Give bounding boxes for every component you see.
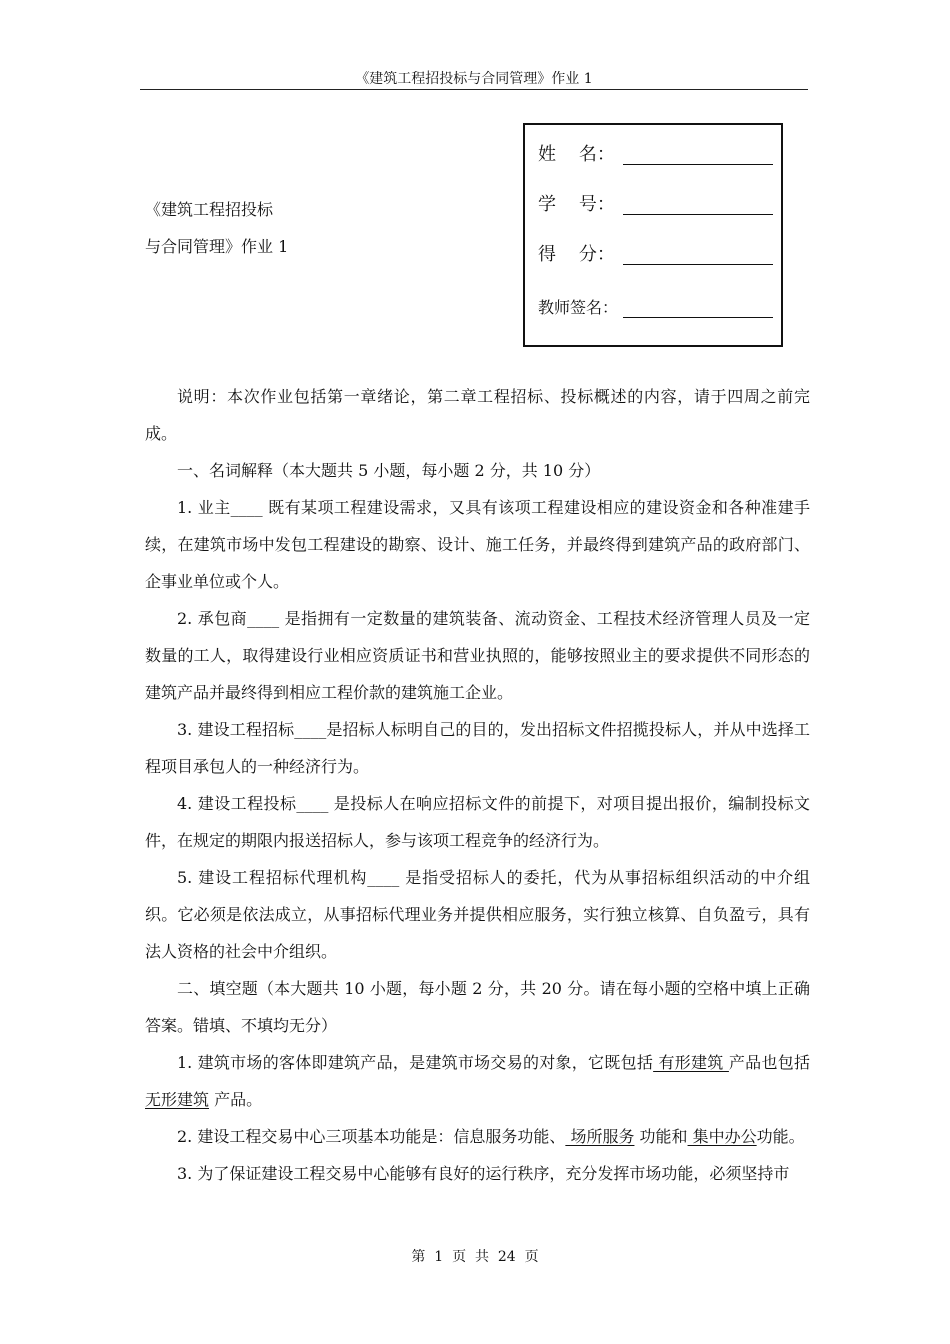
student-id-blank-line[interactable]: [623, 214, 773, 215]
page-header: 《建筑工程招投标与合同管理》作业 1: [355, 71, 593, 87]
intro-paragraph: 说明：本次作业包括第一章绪论，第二章工程招标、投标概述的内容，请于四周之前完成。: [145, 387, 810, 443]
fill-item-2-answer-2: 集中办公: [687, 1127, 757, 1146]
teacher-signature-label: 教师签名：: [538, 298, 619, 317]
teacher-signature-blank-line[interactable]: [623, 317, 773, 318]
score-label: 得 分：: [538, 244, 615, 265]
page-footer: 第 1 页 共 24 页: [411, 1249, 539, 1265]
fill-item-1-text-a: 1. 建筑市场的客体即建筑产品，是建筑市场交易的对象，它既包括: [177, 1053, 654, 1072]
fill-item-2-text-a: 2. 建设工程交易中心三项基本功能是：信息服务功能、: [177, 1127, 566, 1146]
student-info-box: [523, 123, 783, 347]
document-body: [145, 378, 810, 1192]
term-item-3: 3. 建设工程招标____是招标人标明自己的目的，发出招标文件招揽投标人，并从中选择工程项目承包人的一种经济行为。: [145, 720, 810, 776]
fill-item-2-text-c: 功能。: [756, 1127, 805, 1146]
term-item-2: 2. 承包商____ 是指拥有一定数量的建筑装备、流动资金、工程技术经济管理人员及一定数量的工人，取得建设行业相应资质证书和营业执照的，能够按照业主的要求提供不同形态的建筑产品并最终得到相应工程价款的建筑施工企业。: [145, 609, 810, 702]
section1-heading: 一、名词解释（本大题共 5 小题，每小题 2 分，共 10 分）: [177, 461, 601, 480]
fill-item-2-answer-1: 场所服务: [565, 1127, 635, 1146]
score-blank-line[interactable]: [623, 264, 773, 265]
fill-item-1-answer-2: 无形建筑: [145, 1090, 210, 1109]
fill-item-1-text-c: 产品。: [209, 1090, 263, 1109]
name-label: 姓 名：: [538, 144, 615, 165]
document-title-line2: 与合同管理》作业 1: [145, 237, 289, 256]
term-item-5: 5. 建设工程招标代理机构____ 是指受招标人的委托，代为从事招标组织活动的中介组织。它必须是依法成立，从事招标代理业务并提供相应服务，实行独立核算、自负盈亏，具有法人资格的社会中介组织。: [145, 868, 810, 961]
section2-heading: 二、填空题（本大题共 10 小题，每小题 2 分，共 20 分。请在每小题的空格中填上正确答案。错填、不填均无分）: [145, 979, 810, 1035]
header-rule: [140, 89, 808, 90]
term-item-1: 1. 业主____ 既有某项工程建设需求，又具有该项工程建设相应的建设资金和各种准建手续，在建筑市场中发包工程建设的勘察、设计、施工任务，并最终得到建筑产品的政府部门、企事业单位或个人。: [145, 498, 810, 591]
fill-item-2: [145, 1118, 810, 1155]
fill-item-1-text-b: 产品也包括: [728, 1053, 810, 1072]
fill-item-1-answer-1: 有形建筑: [653, 1053, 729, 1072]
name-blank-line[interactable]: [623, 164, 773, 165]
fill-item-2-text-b: 功能和: [634, 1127, 688, 1146]
fill-item-3: 3. 为了保证建设工程交易中心能够有良好的运行秩序，充分发挥市场功能，必须坚持市: [177, 1164, 790, 1183]
document-title-line1: 《建筑工程招投标: [145, 200, 274, 219]
fill-item-1: [145, 1044, 810, 1118]
student-id-label: 学 号：: [538, 194, 615, 215]
term-item-4: 4. 建设工程投标____ 是投标人在响应招标文件的前提下，对项目提出报价，编制投标文件，在规定的期限内报送招标人，参与该项工程竞争的经济行为。: [145, 794, 810, 850]
